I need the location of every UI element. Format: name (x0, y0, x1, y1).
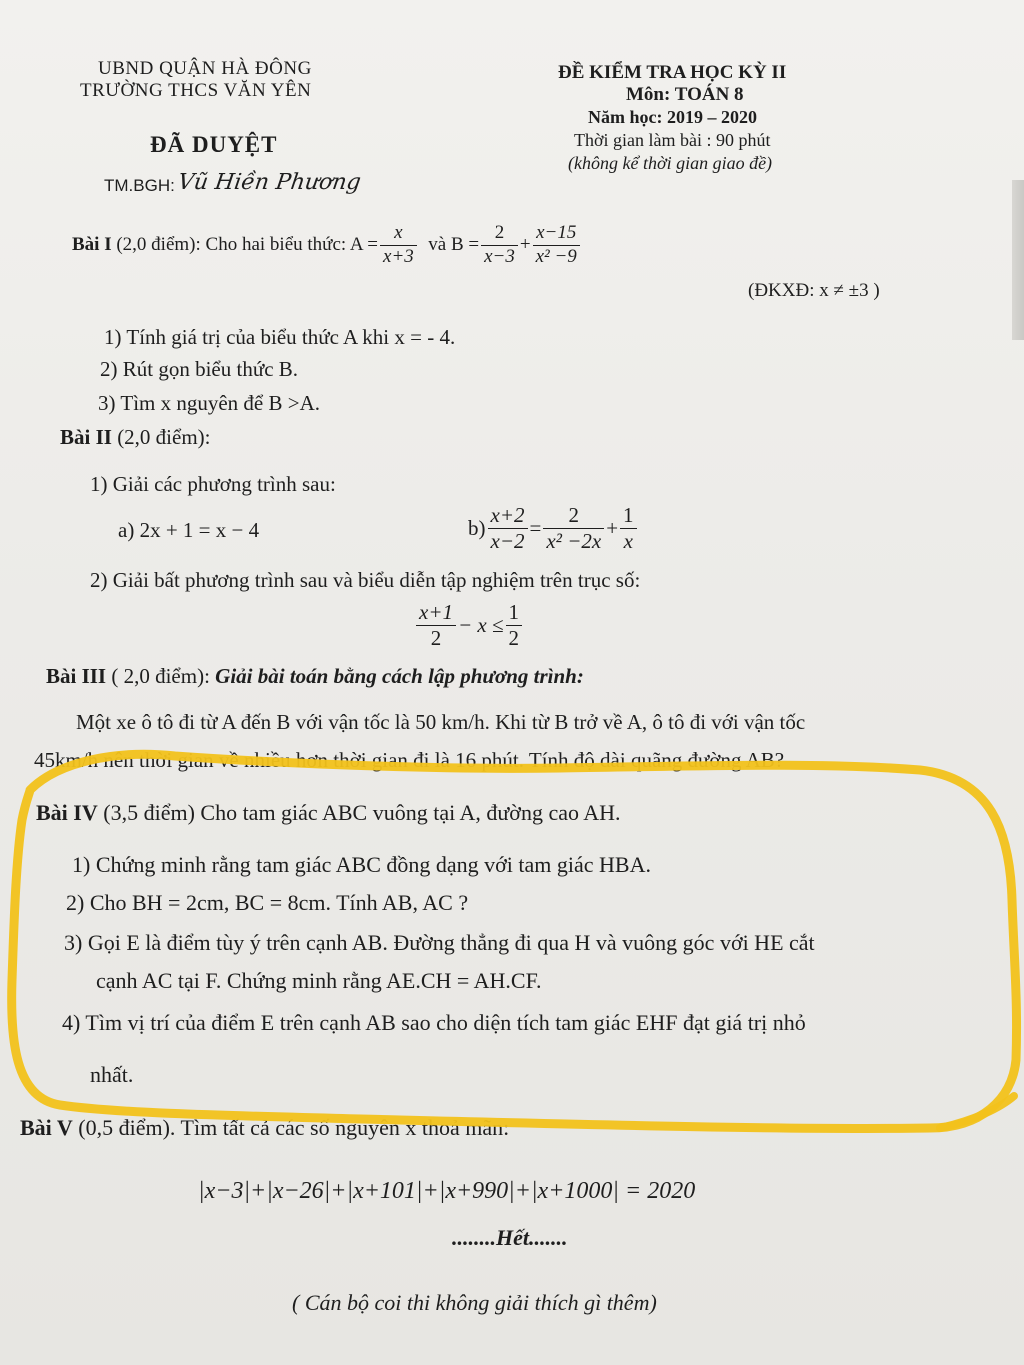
A-denominator: x+3 (383, 245, 414, 267)
bai5-header (20, 1115, 509, 1141)
plus-sign: + (519, 234, 531, 256)
fraction-A (380, 222, 417, 269)
and-B: và B = (428, 234, 480, 256)
approved-stamp: ĐÃ DUYỆT (150, 132, 278, 157)
bai4-q3a: 3) Gọi E là điểm tùy ý trên cạnh AB. Đường thẳng đi qua H và vuông góc với HE cắt (64, 930, 815, 955)
signer-signature: Vũ Hiền Phương (176, 170, 363, 195)
ineq-frac2 (506, 600, 523, 651)
bai2-b-n2: 2 (543, 503, 604, 529)
fraction-B1 (481, 222, 518, 269)
bai2-b-eq: = (529, 516, 542, 541)
bai2-b-frac2 (543, 503, 604, 554)
bai4-label: Bài IV (36, 800, 98, 825)
bai2-header (60, 425, 211, 450)
school-name: TRƯỜNG THCS VĂN YÊN (80, 80, 312, 101)
bai5-label: Bài V (20, 1115, 73, 1140)
exam-duration: Thời gian làm bài : 90 phút (574, 130, 771, 150)
bai4-intro: (3,5 điểm) Cho tam giác ABC vuông tại A, đường cao AH. (103, 800, 621, 825)
ineq-d1: 2 (430, 626, 442, 651)
bai2-b (468, 503, 639, 554)
bai4-header (36, 800, 621, 826)
signer-title: TM.BGH: (104, 176, 175, 195)
bai3-label: Bài III (46, 664, 107, 688)
bai5-equation: |x−3|+|x−26|+|x+101|+|x+990|+|x+1000| = 2020 (198, 1178, 696, 1204)
duration-note: (không kể thời gian giao đề) (568, 153, 773, 173)
bai2-b-d2: x² −2x (546, 529, 602, 554)
bai2-b-plus: + (606, 516, 619, 541)
bai1-q1: 1) Tính giá trị của biểu thức A khi x = - 4. (104, 325, 456, 349)
bai4-q2: 2) Cho BH = 2cm, BC = 8cm. Tính AB, AC ? (66, 890, 469, 915)
bai1-q3: 3) Tìm x nguyên để B >A. (98, 391, 321, 415)
bai2-b-n3: 1 (620, 503, 637, 529)
exam-title: ĐỀ KIỂM TRA HỌC KỲ II (558, 62, 787, 83)
bai3-points: ( 2,0 điểm): (111, 664, 210, 688)
bai3-line2: 45km/h nên thời gian về nhiều hơn thời gian đi là 16 phút. Tính độ dài quãng đường AB? (34, 748, 785, 772)
ineq-mid: − x ≤ (458, 613, 504, 638)
bai1-intro: (2,0 điểm): Cho hai biểu thức: A = (116, 234, 379, 256)
bai4-q4b: nhất. (90, 1062, 134, 1087)
B1-denominator: x−3 (484, 245, 515, 267)
bai2-p2: 2) Giải bất phương trình sau và biểu diễn tập nghiệm trên trục số: (90, 568, 641, 592)
highlight-tail (940, 1096, 1014, 1128)
domain-condition: (ĐKXĐ: x ≠ ±3 ) (748, 280, 880, 301)
B2-numerator: x−15 (533, 222, 580, 246)
ineq-frac1 (416, 600, 456, 651)
bai3-header (46, 664, 584, 689)
bai4-q3b: cạnh AC tại F. Chứng minh rằng AE.CH = AH.CF. (96, 968, 542, 993)
bai2-a: a) 2x + 1 = x − 4 (118, 518, 260, 542)
bai2-inequality (414, 600, 524, 651)
bai2-b-label: b) (468, 516, 486, 541)
B1-numerator: 2 (481, 222, 518, 246)
bai2-points: (2,0 điểm): (117, 425, 211, 449)
fraction-B2 (533, 222, 580, 269)
bai2-label: Bài II (60, 425, 112, 449)
page-edge (1012, 180, 1024, 340)
school-year: Năm học: 2019 – 2020 (588, 107, 757, 127)
proctor-note: ( Cán bộ coi thi không giải thích gì thêm) (292, 1290, 657, 1315)
bai2-b-d3: x (623, 529, 633, 554)
bai1-header (72, 222, 582, 269)
ineq-n1: x+1 (416, 600, 456, 626)
end-marker: ........Hết....... (452, 1225, 568, 1250)
bai3-line1: Một xe ô tô đi từ A đến B với vận tốc là 50 km/h. Khi từ B trở về A, ô tô đi với vận tốc (76, 710, 806, 734)
bai1-q2: 2) Rút gọn biểu thức B. (100, 357, 299, 381)
ineq-n2: 1 (506, 600, 523, 626)
bai4-q1: 1) Chứng minh rằng tam giác ABC đồng dạng với tam giác HBA. (72, 852, 651, 877)
bai2-b-d1: x−2 (490, 529, 525, 554)
bai3-title: Giải bài toán bằng cách lập phương trình: (215, 664, 584, 688)
bai2-b-n1: x+2 (488, 503, 528, 529)
bai2-b-frac3 (620, 503, 637, 554)
exam-subject: Môn: TOÁN 8 (626, 84, 744, 105)
bai2-b-frac1 (488, 503, 528, 554)
district-name: UBND QUẬN HÀ ĐÔNG (98, 58, 312, 79)
bai4-q4a: 4) Tìm vị trí của điểm E trên cạnh AB sao cho diện tích tam giác EHF đạt giá trị nhỏ (62, 1010, 806, 1035)
A-numerator: x (380, 222, 417, 246)
bai5-intro: (0,5 điểm). Tìm tất cả các số nguyên x thoả mãn: (78, 1115, 510, 1140)
B2-denominator: x² −9 (535, 245, 577, 267)
ineq-d2: 2 (508, 626, 520, 651)
bai1-label: Bài I (72, 234, 112, 256)
bai2-p1: 1) Giải các phương trình sau: (90, 472, 336, 496)
